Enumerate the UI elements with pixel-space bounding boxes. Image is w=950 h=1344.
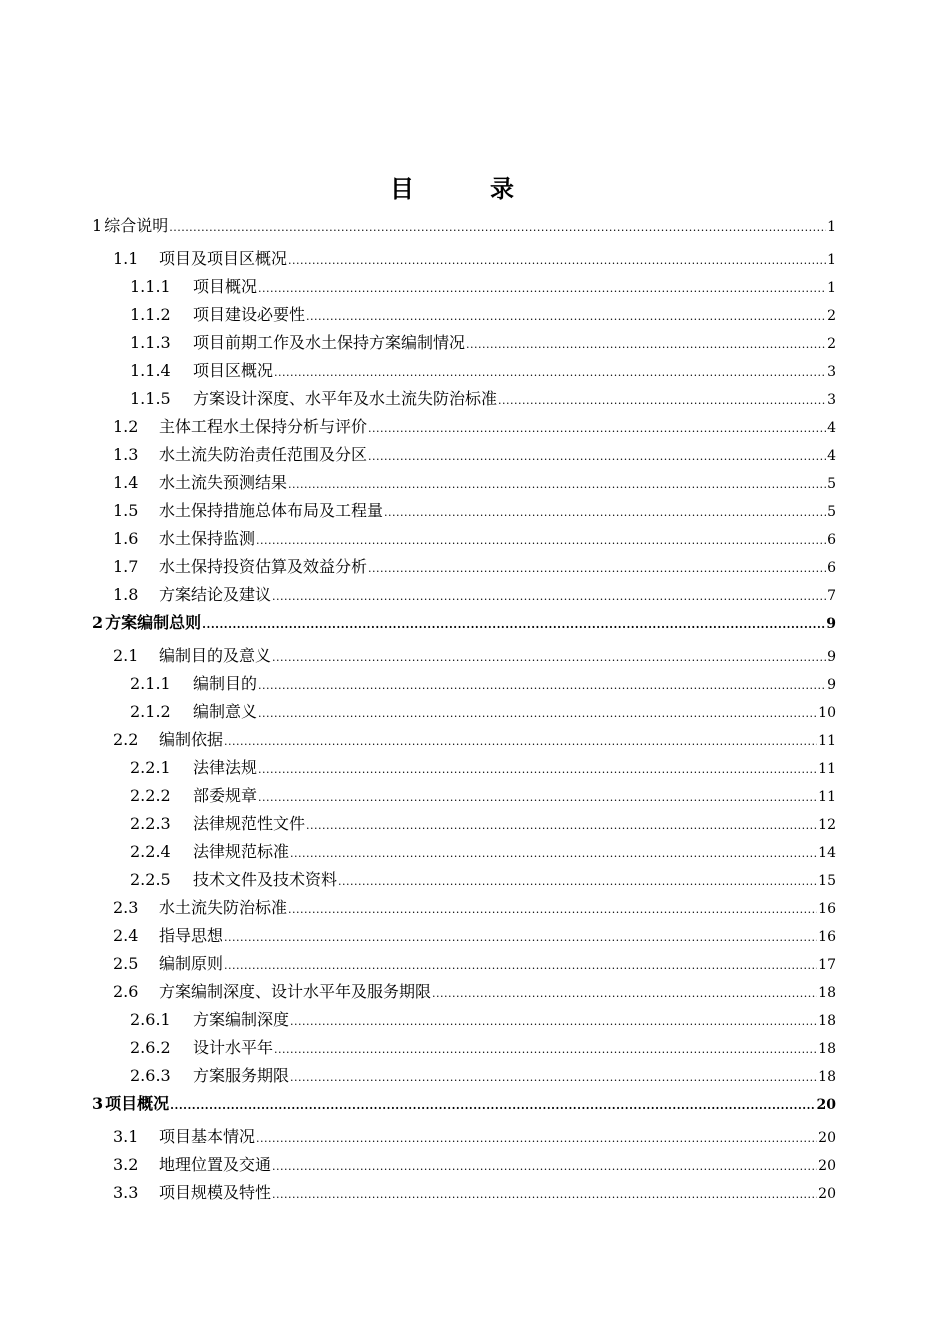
toc-entry-label: 地理位置及交通 [159, 1155, 272, 1174]
toc-dot-leader [368, 443, 826, 471]
toc-entry[interactable] [92, 357, 836, 385]
toc-dot-leader [290, 1064, 817, 1092]
toc-entry-number: 2.2.2 [130, 786, 171, 805]
toc-entry[interactable] [92, 642, 836, 670]
toc-entry-page-number: 7 [827, 588, 836, 604]
toc-dot-leader [224, 728, 817, 756]
toc-entry-number: 2.2 [113, 730, 139, 749]
toc-dot-leader [306, 303, 826, 331]
toc-entry-label: 项目规模及特性 [159, 1183, 272, 1202]
toc-dot-leader [272, 1181, 817, 1209]
toc-entry-page-number: 5 [827, 504, 836, 520]
toc-dot-leader [290, 840, 817, 868]
toc-entry[interactable] [92, 581, 836, 609]
toc-dot-leader [256, 527, 826, 555]
toc-entry[interactable] [92, 1151, 836, 1179]
toc-entry-page-number: 16 [818, 929, 836, 945]
toc-dot-leader [202, 611, 825, 639]
toc-entry-label: 项目前期工作及水土保持方案编制情况 [193, 333, 466, 352]
toc-entry-label: 水土流失防治标准 [159, 898, 288, 917]
toc-entry-label: 编制原则 [159, 954, 224, 973]
toc-entry[interactable] [92, 810, 836, 838]
toc-entry-number: 1.1.2 [130, 305, 171, 324]
toc-entry[interactable] [92, 782, 836, 810]
toc-entry-page-number: 18 [818, 1041, 836, 1057]
toc-entry-label: 方案编制深度、设计水平年及服务期限 [159, 982, 432, 1001]
toc-entry-page-number: 12 [818, 817, 836, 833]
toc-entry-label: 主体工程水土保持分析与评价 [159, 417, 368, 436]
toc-entry-page-number: 14 [818, 845, 836, 861]
toc-entry-number: 1.2 [113, 417, 139, 436]
toc-entry-label: 方案结论及建议 [159, 585, 272, 604]
toc-dot-leader [258, 784, 817, 812]
toc-entry-number: 1.8 [113, 585, 139, 604]
toc-entry-page-number: 20 [818, 1130, 836, 1146]
toc-entry-number: 1.1.3 [130, 333, 171, 352]
toc-dot-leader [368, 415, 826, 443]
toc-entry-label: 法律法规 [193, 758, 258, 777]
toc-entry[interactable] [92, 273, 836, 301]
toc-entry-label: 编制目的 [193, 674, 258, 693]
toc-entry-number: 2.2.4 [130, 842, 171, 861]
toc-entry-page-number: 11 [818, 761, 836, 777]
toc-entry-label: 指导思想 [159, 926, 224, 945]
toc-entry[interactable] [92, 950, 836, 978]
toc-entry-number: 1.6 [113, 529, 139, 548]
toc-entry-label: 项目概况 [193, 277, 258, 296]
toc-entry-label: 项目建设必要性 [193, 305, 306, 324]
toc-dot-leader [258, 756, 817, 784]
toc-entry[interactable] [92, 1179, 836, 1207]
toc-dot-leader [274, 359, 826, 387]
toc-entry-label: 项目概况 [105, 1094, 170, 1113]
toc-dot-leader [338, 868, 817, 896]
toc-entry-page-number: 17 [818, 957, 836, 973]
toc-entry-label: 项目及项目区概况 [159, 249, 288, 268]
toc-entry-label: 编制依据 [159, 730, 224, 749]
toc-entry-label: 项目基本情况 [159, 1127, 256, 1146]
toc-entry[interactable] [92, 469, 836, 497]
toc-entry[interactable] [92, 1123, 836, 1151]
toc-dot-leader [288, 896, 817, 924]
toc-entry-page-number: 4 [827, 448, 836, 464]
toc-entry-label: 方案服务期限 [193, 1066, 290, 1085]
toc-entry[interactable] [92, 698, 836, 726]
toc-entry-number: 2 [92, 613, 104, 632]
toc-dot-leader [272, 583, 826, 611]
toc-entry-number: 2.6 [113, 982, 139, 1001]
toc-dot-leader [272, 644, 826, 672]
toc-entry[interactable] [92, 212, 836, 245]
toc-entry-label: 编制意义 [193, 702, 258, 721]
toc-entry[interactable] [92, 413, 836, 441]
toc-entry-label: 编制目的及意义 [159, 646, 272, 665]
toc-entry[interactable] [92, 441, 836, 469]
toc-dot-leader [272, 1153, 817, 1181]
toc-dot-leader [288, 471, 826, 499]
toc-entry-page-number: 4 [827, 420, 836, 436]
toc-entry-label: 方案设计深度、水平年及水土流失防治标准 [193, 389, 498, 408]
toc-entry-label: 技术文件及技术资料 [193, 870, 338, 889]
toc-entry-number: 2.5 [113, 954, 139, 973]
toc-entry-number: 2.2.3 [130, 814, 171, 833]
toc-entry-page-number: 1 [827, 252, 836, 268]
toc-entry-label: 方案编制总则 [105, 613, 202, 632]
toc-entry-page-number: 6 [827, 532, 836, 548]
toc-entry-number: 2.3 [113, 898, 139, 917]
toc-entry-number: 1 [92, 216, 103, 235]
toc-entry-label: 部委规章 [193, 786, 258, 805]
toc-entry-page-number: 10 [818, 705, 836, 721]
toc-entry-number: 1.3 [113, 445, 139, 464]
toc-entry[interactable] [92, 301, 836, 329]
toc-entry-page-number: 9 [827, 677, 836, 693]
toc-entry[interactable] [92, 329, 836, 357]
toc-dot-leader [224, 952, 817, 980]
toc-entry-number: 1.1.1 [130, 277, 171, 296]
toc-dot-leader [466, 331, 826, 359]
toc-entry-number: 3.3 [113, 1183, 139, 1202]
toc-entry[interactable] [92, 978, 836, 1006]
toc-entry[interactable] [92, 553, 836, 581]
toc-entry[interactable] [92, 866, 836, 894]
table-of-contents [92, 212, 836, 1207]
toc-entry-page-number: 11 [818, 789, 836, 805]
toc-dot-leader [224, 924, 817, 952]
toc-entry-page-number: 3 [827, 364, 836, 380]
toc-entry-page-number: 2 [827, 336, 836, 352]
toc-entry-number: 2.4 [113, 926, 139, 945]
toc-title: 目 录 [390, 174, 540, 203]
toc-entry-number: 2.2.1 [130, 758, 171, 777]
toc-entry-page-number: 9 [826, 616, 836, 632]
toc-entry-label: 方案编制深度 [193, 1010, 290, 1029]
toc-entry-page-number: 1 [827, 280, 836, 296]
toc-entry-number: 2.1 [113, 646, 139, 665]
toc-entry[interactable] [92, 245, 836, 273]
toc-entry-page-number: 3 [827, 392, 836, 408]
toc-entry-number: 1.5 [113, 501, 139, 520]
toc-dot-leader [274, 1036, 817, 1064]
toc-entry-page-number: 5 [827, 476, 836, 492]
toc-entry[interactable] [92, 1062, 836, 1090]
toc-entry-label: 水土保持监测 [159, 529, 256, 548]
toc-entry-page-number: 18 [818, 985, 836, 1001]
toc-entry-number: 3 [92, 1094, 104, 1113]
toc-entry-page-number: 18 [818, 1013, 836, 1029]
toc-entry-page-number: 20 [818, 1186, 836, 1202]
toc-entry[interactable] [92, 922, 836, 950]
toc-entry[interactable] [92, 670, 836, 698]
toc-entry-page-number: 20 [818, 1158, 836, 1174]
toc-entry-label: 法律规范标准 [193, 842, 290, 861]
toc-entry-label: 水土保持措施总体布局及工程量 [159, 501, 384, 520]
toc-entry-number: 3.2 [113, 1155, 139, 1174]
toc-dot-leader [288, 247, 826, 275]
toc-entry-number: 1.1 [113, 249, 139, 268]
toc-entry-number: 2.2.5 [130, 870, 171, 889]
toc-entry[interactable] [92, 838, 836, 866]
toc-entry-page-number: 15 [818, 873, 836, 889]
toc-entry-label: 项目区概况 [193, 361, 274, 380]
toc-dot-leader [258, 700, 817, 728]
toc-entry-number: 1.1.5 [130, 389, 171, 408]
toc-entry[interactable] [92, 726, 836, 754]
toc-dot-leader [258, 672, 826, 700]
toc-dot-leader [256, 1125, 817, 1153]
toc-entry-label: 设计水平年 [193, 1038, 274, 1057]
toc-entry-page-number: 1 [827, 219, 836, 235]
toc-entry-label: 综合说明 [104, 216, 169, 235]
toc-entry-number: 3.1 [113, 1127, 139, 1146]
toc-entry-number: 1.7 [113, 557, 139, 576]
toc-entry-number: 2.6.2 [130, 1038, 171, 1057]
toc-entry[interactable] [92, 1034, 836, 1062]
toc-entry-number: 2.6.1 [130, 1010, 171, 1029]
toc-entry-label: 法律规范性文件 [193, 814, 306, 833]
toc-entry-number: 1.1.4 [130, 361, 171, 380]
toc-dot-leader [170, 1092, 815, 1120]
toc-entry-number: 2.1.2 [130, 702, 171, 721]
toc-dot-leader [384, 499, 826, 527]
toc-entry-page-number: 16 [818, 901, 836, 917]
toc-dot-leader [498, 387, 826, 415]
toc-entry[interactable] [92, 385, 836, 413]
toc-entry-page-number: 20 [816, 1097, 836, 1113]
toc-entry-number: 1.4 [113, 473, 139, 492]
toc-entry-number: 2.6.3 [130, 1066, 171, 1085]
toc-entry[interactable] [92, 754, 836, 782]
toc-entry[interactable] [92, 609, 836, 642]
toc-entry-label: 水土流失防治责任范围及分区 [159, 445, 368, 464]
toc-entry-label: 水土保持投资估算及效益分析 [159, 557, 368, 576]
toc-dot-leader [306, 812, 817, 840]
toc-dot-leader [368, 555, 826, 583]
toc-entry[interactable] [92, 894, 836, 922]
toc-entry[interactable] [92, 1006, 836, 1034]
toc-entry[interactable] [92, 525, 836, 553]
toc-entry-page-number: 6 [827, 560, 836, 576]
toc-entry[interactable] [92, 497, 836, 525]
toc-entry-label: 水土流失预测结果 [159, 473, 288, 492]
toc-dot-leader [432, 980, 817, 1008]
toc-dot-leader [258, 275, 826, 303]
toc-entry-page-number: 9 [827, 649, 836, 665]
toc-dot-leader [290, 1008, 817, 1036]
toc-entry[interactable] [92, 1090, 836, 1123]
toc-entry-number: 2.1.1 [130, 674, 171, 693]
toc-entry-page-number: 2 [827, 308, 836, 324]
toc-entry-page-number: 18 [818, 1069, 836, 1085]
toc-dot-leader [169, 214, 826, 242]
toc-entry-page-number: 11 [818, 733, 836, 749]
